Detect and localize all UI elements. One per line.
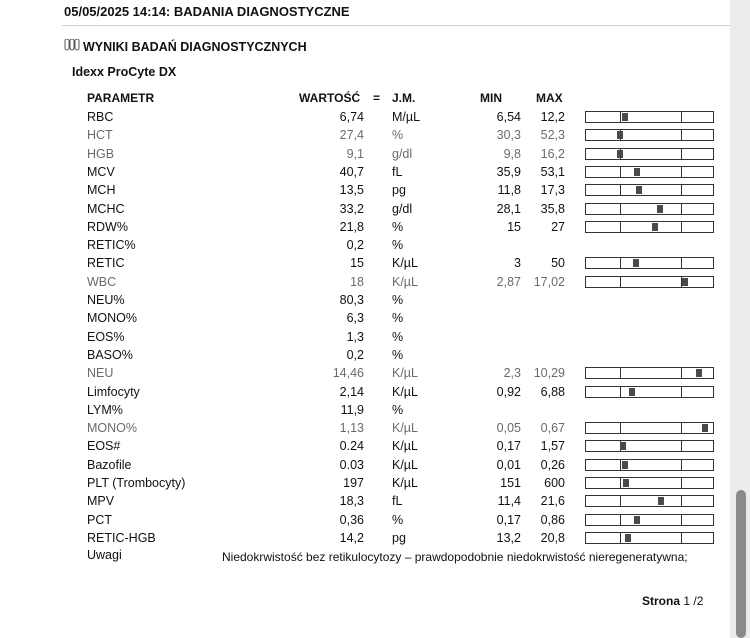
range-marker	[702, 424, 708, 432]
range-marker	[657, 205, 663, 213]
param-max: 53,1	[540, 164, 565, 179]
device-name: Idexx ProCyte DX	[72, 65, 177, 79]
table-row	[0, 128, 730, 146]
range-min-line	[620, 423, 621, 433]
param-value: 33,2	[339, 201, 364, 216]
param-max: 1,57	[540, 439, 565, 454]
col-header-eq: =	[373, 91, 381, 105]
range-max-line	[681, 149, 682, 159]
param-unit: K/µL	[392, 274, 418, 289]
range-indicator	[585, 257, 714, 269]
param-name: NEU%	[87, 293, 125, 307]
param-max: 17,3	[540, 183, 565, 198]
param-name: Limfocyty	[87, 384, 140, 399]
range-indicator	[585, 148, 714, 160]
param-value: 0.03	[339, 457, 364, 472]
range-max-line	[681, 441, 682, 451]
range-indicator	[585, 459, 714, 471]
page-current: 1	[683, 594, 691, 608]
range-indicator	[585, 495, 714, 507]
param-value: 14,2	[339, 530, 364, 545]
page-separator: /	[693, 594, 697, 608]
param-min: 6,54	[496, 110, 521, 124]
param-value: 197	[343, 476, 364, 490]
table-row	[0, 110, 730, 128]
range-marker	[622, 461, 628, 469]
param-name: RETIC-HGB	[87, 530, 156, 545]
param-min: 2,3	[503, 366, 521, 381]
range-max-line	[681, 185, 682, 195]
table-row	[0, 330, 730, 348]
param-min: 35,9	[496, 164, 521, 179]
section-title: WYNIKI BADAŃ DIAGNOSTYCZNYCH	[83, 39, 307, 54]
param-max: 17,02	[533, 274, 565, 289]
range-min-line	[620, 387, 621, 397]
range-min-line	[620, 167, 621, 177]
range-marker	[696, 369, 702, 377]
param-max: 600	[544, 476, 565, 490]
param-unit: M/µL	[392, 110, 421, 124]
param-unit: %	[392, 293, 404, 307]
table-row	[0, 439, 730, 457]
range-indicator	[585, 276, 714, 288]
range-min-line	[620, 185, 621, 195]
param-min: 2,87	[496, 274, 521, 289]
param-name: PLT (Trombocyty)	[87, 476, 186, 490]
param-unit: K/µL	[392, 256, 418, 271]
range-indicator	[585, 532, 714, 544]
table-row	[0, 202, 730, 220]
notes-label: Uwagi	[87, 548, 122, 562]
param-max: 35,8	[540, 201, 565, 216]
param-name: HGB	[87, 146, 115, 161]
param-min: 15	[507, 219, 521, 234]
report-header: 05/05/2025 14:14: BADANIA DIAGNOSTYCZNE	[64, 4, 350, 19]
param-unit: %	[392, 329, 404, 344]
param-unit: fL	[392, 494, 403, 509]
table-row	[0, 293, 730, 311]
range-indicator	[585, 166, 714, 178]
param-value: 80,3	[339, 293, 364, 307]
page-indicator	[642, 594, 703, 608]
range-min-line	[620, 368, 621, 378]
range-indicator	[585, 514, 714, 526]
param-name: MCV	[87, 164, 115, 179]
range-max-line	[681, 222, 682, 232]
param-unit: K/µL	[392, 439, 418, 454]
param-min: 3	[514, 256, 521, 271]
param-unit: K/µL	[392, 476, 418, 490]
range-min-line	[620, 222, 621, 232]
table-row	[0, 385, 730, 403]
param-name: MPV	[87, 494, 115, 509]
range-marker	[620, 442, 626, 450]
param-min: 9,8	[503, 146, 521, 161]
header-divider	[62, 25, 730, 26]
param-value: 1,13	[339, 421, 364, 436]
param-name: LYM%	[87, 402, 123, 417]
param-name: MCHC	[87, 201, 125, 216]
range-indicator	[585, 386, 714, 398]
param-unit: g/dl	[392, 146, 413, 161]
param-unit: %	[392, 311, 404, 326]
param-unit: K/µL	[392, 457, 418, 472]
param-name: MCH	[87, 183, 116, 198]
page-total: 2	[696, 594, 704, 608]
range-min-line	[620, 277, 621, 287]
param-value: 18	[350, 274, 364, 289]
col-header-max: MAX	[536, 91, 563, 105]
range-marker	[623, 479, 629, 487]
param-min: 0,92	[496, 384, 521, 399]
range-indicator	[585, 203, 714, 215]
range-min-line	[620, 496, 621, 506]
range-marker	[622, 113, 628, 121]
range-min-line	[620, 460, 621, 470]
test-tubes-icon-svg	[64, 39, 80, 51]
param-name: NEU	[87, 366, 114, 381]
param-unit: %	[392, 128, 404, 143]
range-max-line	[681, 130, 682, 140]
table-row	[0, 183, 730, 201]
param-name: RETIC	[87, 256, 125, 271]
param-name: Bazofile	[87, 457, 132, 472]
param-min: 0,01	[496, 457, 521, 472]
param-unit: pg	[392, 530, 406, 545]
param-value: 18,3	[339, 494, 364, 509]
param-name: EOS#	[87, 439, 121, 454]
param-value: 21,8	[339, 219, 364, 234]
param-name: RBC	[87, 110, 114, 124]
range-marker	[633, 259, 639, 267]
param-unit: g/dl	[392, 201, 413, 216]
param-min: 0,17	[496, 439, 521, 454]
param-name: EOS%	[87, 329, 125, 344]
col-header-unit: J.M.	[392, 91, 416, 105]
page-label: Strona	[642, 594, 681, 608]
param-max: 27	[551, 219, 565, 234]
table-row	[0, 165, 730, 183]
table-row	[0, 311, 730, 329]
param-value: 6,74	[339, 110, 364, 124]
param-max: 16,2	[540, 146, 565, 161]
param-name: MONO%	[87, 311, 137, 326]
param-max: 0,26	[540, 457, 565, 472]
table-row	[0, 476, 730, 494]
test-tubes-icon	[64, 39, 80, 54]
param-value: 6,3	[346, 311, 364, 326]
range-min-line	[620, 204, 621, 214]
param-unit: K/µL	[392, 384, 418, 399]
param-min: 28,1	[496, 201, 521, 216]
param-value: 15	[350, 256, 364, 271]
param-min: 0,17	[496, 512, 521, 527]
param-max: 10,29	[533, 366, 565, 381]
range-min-line	[620, 258, 621, 268]
range-marker	[682, 278, 688, 286]
param-value: 11,9	[340, 402, 364, 417]
param-max: 12,2	[540, 110, 565, 124]
scrollbar-track[interactable]	[730, 0, 750, 638]
param-name: BASO%	[87, 347, 133, 362]
param-max: 52,3	[540, 128, 565, 143]
param-value: 0.24	[339, 439, 364, 454]
range-marker	[634, 168, 640, 176]
param-value: 0,2	[346, 238, 364, 253]
table-row	[0, 238, 730, 256]
param-unit: %	[392, 219, 404, 234]
table-row	[0, 220, 730, 238]
param-unit: %	[392, 238, 404, 253]
param-value: 1,3	[346, 329, 364, 344]
col-header-min: MIN	[480, 91, 502, 105]
range-max-line	[681, 167, 682, 177]
param-min: 151	[500, 476, 521, 490]
range-indicator	[585, 111, 714, 123]
range-indicator	[585, 221, 714, 233]
range-marker	[636, 186, 642, 194]
param-min: 13,2	[496, 530, 521, 545]
param-name: HCT	[87, 128, 113, 143]
table-row	[0, 494, 730, 512]
param-value: 0,36	[339, 512, 364, 527]
table-row	[0, 403, 730, 421]
table-row	[0, 513, 730, 531]
range-marker	[658, 497, 664, 505]
col-header-value: WARTOŚĆ	[299, 91, 361, 105]
range-min-line	[620, 515, 621, 525]
range-marker	[629, 388, 635, 396]
range-min-line	[620, 478, 621, 488]
scrollbar-thumb[interactable]	[736, 490, 746, 638]
param-unit: %	[392, 402, 404, 417]
param-value: 14,46	[332, 366, 364, 381]
range-indicator	[585, 184, 714, 196]
param-value: 0,2	[346, 347, 364, 362]
param-unit: K/µL	[392, 421, 418, 436]
param-value: 9,1	[346, 146, 364, 161]
range-indicator	[585, 440, 714, 452]
param-max: 21,6	[540, 494, 565, 509]
range-marker	[617, 150, 623, 158]
param-unit: pg	[392, 183, 406, 198]
param-min: 30,3	[496, 128, 521, 143]
param-unit: fL	[392, 164, 403, 179]
range-min-line	[620, 533, 621, 543]
col-header-param: PARAMETR	[87, 91, 155, 105]
table-row	[0, 147, 730, 165]
param-value: 27,4	[339, 128, 364, 143]
param-max: 20,8	[540, 530, 565, 545]
param-unit: %	[392, 512, 404, 527]
range-indicator	[585, 367, 714, 379]
param-max: 0,86	[540, 512, 565, 527]
range-max-line	[681, 515, 682, 525]
param-max: 6,88	[540, 384, 565, 399]
range-max-line	[681, 387, 682, 397]
param-value: 40,7	[339, 164, 364, 179]
param-max: 0,67	[540, 421, 565, 436]
param-name: WBC	[87, 274, 117, 289]
range-max-line	[681, 258, 682, 268]
param-min: 11,8	[497, 183, 521, 198]
range-max-line	[681, 423, 682, 433]
param-min: 0,05	[496, 421, 521, 436]
table-row	[0, 421, 730, 439]
range-marker	[634, 516, 640, 524]
range-min-line	[620, 112, 621, 122]
range-indicator	[585, 129, 714, 141]
param-max: 50	[551, 256, 565, 271]
table-row	[0, 366, 730, 384]
range-indicator	[585, 422, 714, 434]
range-max-line	[681, 112, 682, 122]
param-name: PCT	[87, 512, 112, 527]
param-value: 13,5	[339, 183, 364, 198]
table-row	[0, 458, 730, 476]
range-marker	[652, 223, 658, 231]
range-max-line	[681, 478, 682, 488]
range-max-line	[681, 368, 682, 378]
range-indicator	[585, 477, 714, 489]
notes-text: Niedokrwistość bez retikulocytozy – prawdopodobnie niedokrwistość nieregeneratywna;	[222, 550, 688, 564]
range-marker	[617, 131, 623, 139]
section-heading	[64, 39, 307, 54]
param-name: RDW%	[87, 219, 128, 234]
table-row	[0, 256, 730, 274]
range-marker	[625, 534, 631, 542]
range-max-line	[681, 533, 682, 543]
range-max-line	[681, 496, 682, 506]
table-row	[0, 275, 730, 293]
table-row	[0, 348, 730, 366]
param-name: RETIC%	[87, 238, 136, 253]
param-min: 11,4	[497, 494, 521, 509]
range-max-line	[681, 460, 682, 470]
param-name: MONO%	[87, 421, 137, 436]
param-unit: %	[392, 347, 404, 362]
param-unit: K/µL	[392, 366, 418, 381]
range-max-line	[681, 204, 682, 214]
table-row	[0, 531, 730, 549]
param-value: 2,14	[339, 384, 364, 399]
